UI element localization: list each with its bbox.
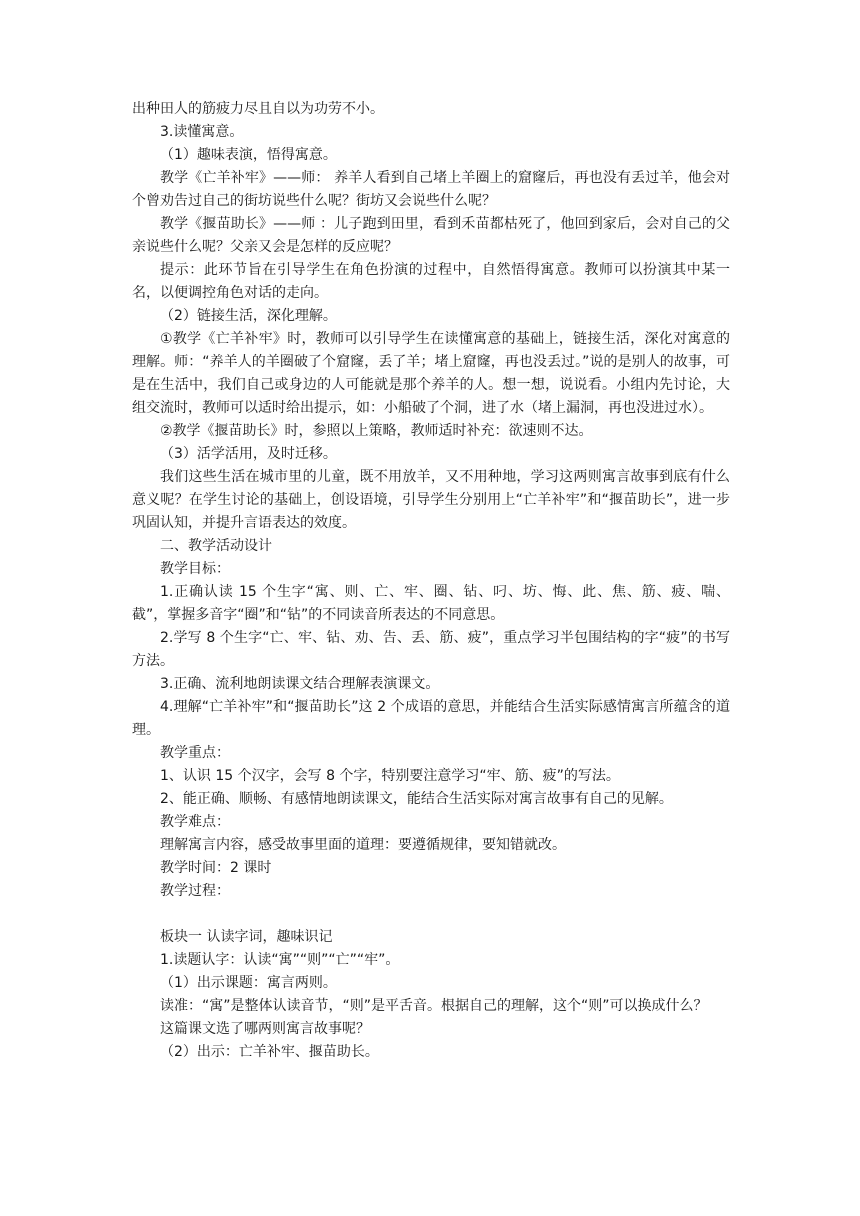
paragraph: ②教学《揠苗助长》时，参照以上策略，教师适时补充：欲速则不达。 bbox=[160, 423, 593, 439]
paragraph: 教学重点： bbox=[160, 745, 230, 761]
paragraph: ①教学《亡羊补牢》时，教师可以引导学生在读懂寓意的基础上，链接生活，深化对寓意的理解。师：“养羊人的羊圈破了个窟窿，丢了羊；堵上窟窿，再也没丢过。”说的是别人的故事，可是在生活中，我们自己或身边的人可能就是那个养羊的人。想一想，说说看。小组内先讨论，大组交流时，教师可以适时给出提示，如：小船破了个洞，进了水（堵上漏洞，再也没进过水）。 bbox=[132, 331, 730, 416]
paragraph: 理解寓言内容，感受故事里面的道理：要遵循规律，要知错就改。 bbox=[160, 837, 566, 853]
paragraph: 教学过程： bbox=[160, 883, 230, 899]
paragraph: 读准：“寓”是整体认读音节，“则”是平舌音。根据自己的理解，这个“则”可以换成什么？ bbox=[160, 998, 708, 1014]
paragraph: 二、教学活动设计 bbox=[160, 538, 272, 554]
paragraph: 2.学写 8 个生字“亡、牢、钻、劝、告、丢、筋、疲”，重点学习半包围结构的字“疲”的书写方法。 bbox=[132, 630, 730, 669]
paragraph: （1）出示课题：寓言两则。 bbox=[160, 975, 337, 991]
paragraph: （2）出示：亡羊补牢、揠苗助长。 bbox=[160, 1044, 379, 1060]
paragraph: 板块一 认读字词，趣味识记 bbox=[160, 929, 333, 945]
document-body bbox=[132, 98, 730, 1064]
blank-line bbox=[132, 903, 730, 926]
paragraph: （1）趣味表演，悟得寓意。 bbox=[160, 147, 337, 163]
paragraph: 1.正确认读 15 个生字“寓、则、亡、牢、圈、钻、叼、坊、悔、此、焦、筋、疲、喘、截”，掌握多音字“圈”和“钻”的不同读音所表达的不同意思。 bbox=[132, 584, 730, 623]
paragraph: 3.正确、流利地朗读课文结合理解表演课文。 bbox=[160, 676, 440, 692]
paragraph: （2）链接生活，深化理解。 bbox=[160, 308, 337, 324]
paragraph: 1、认识 15 个汉字，会写 8 个字，特别要注意学习“牢、筋、疲”的写法。 bbox=[160, 768, 620, 784]
paragraph: 2、能正确、顺畅、有感情地朗读课文，能结合生活实际对寓言故事有自己的见解。 bbox=[160, 791, 673, 807]
paragraph: 教学目标： bbox=[160, 561, 230, 577]
paragraph: 教学时间：2 课时 bbox=[160, 860, 272, 876]
paragraph: 4.理解“亡羊补牢”和“揠苗助长”这 2 个成语的意思，并能结合生活实际感情寓言所蕴含的道理。 bbox=[132, 699, 730, 738]
paragraph: （3）活学活用，及时迁移。 bbox=[160, 446, 337, 462]
paragraph: 3.读懂寓意。 bbox=[160, 124, 244, 140]
paragraph: 我们这些生活在城市里的儿童，既不用放羊，又不用种地，学习这两则寓言故事到底有什么意义呢？在学生讨论的基础上，创设语境，引导学生分别用上“亡羊补牢”和“揠苗助长”，进一步巩固认知，并提升言语表达的效度。 bbox=[132, 469, 730, 531]
paragraph: 提示：此环节旨在引导学生在角色扮演的过程中，自然悟得寓意。教师可以扮演其中某一名，以便调控角色对话的走向。 bbox=[132, 262, 730, 301]
paragraph: 教学《揠苗助长》——师 ：儿子跑到田里，看到禾苗都枯死了，他回到家后，会对自己的父亲说些什么呢？父亲又会是怎样的反应呢？ bbox=[132, 216, 730, 255]
paragraph: 出种田人的筋疲力尽且自以为功劳不小。 bbox=[132, 101, 384, 117]
paragraph: 1.读题认字：认读“寓”“则”“亡”“牢”。 bbox=[160, 952, 400, 968]
paragraph: 这篇课文选了哪两则寓言故事呢？ bbox=[160, 1021, 370, 1037]
paragraph: 教学难点： bbox=[160, 814, 230, 830]
paragraph: 教学《亡羊补牢》——师： 养羊人看到自己堵上羊圈上的窟窿后，再也没有丢过羊，他会对个曾劝告过自己的街坊说些什么呢？街坊又会说些什么呢？ bbox=[132, 170, 730, 209]
